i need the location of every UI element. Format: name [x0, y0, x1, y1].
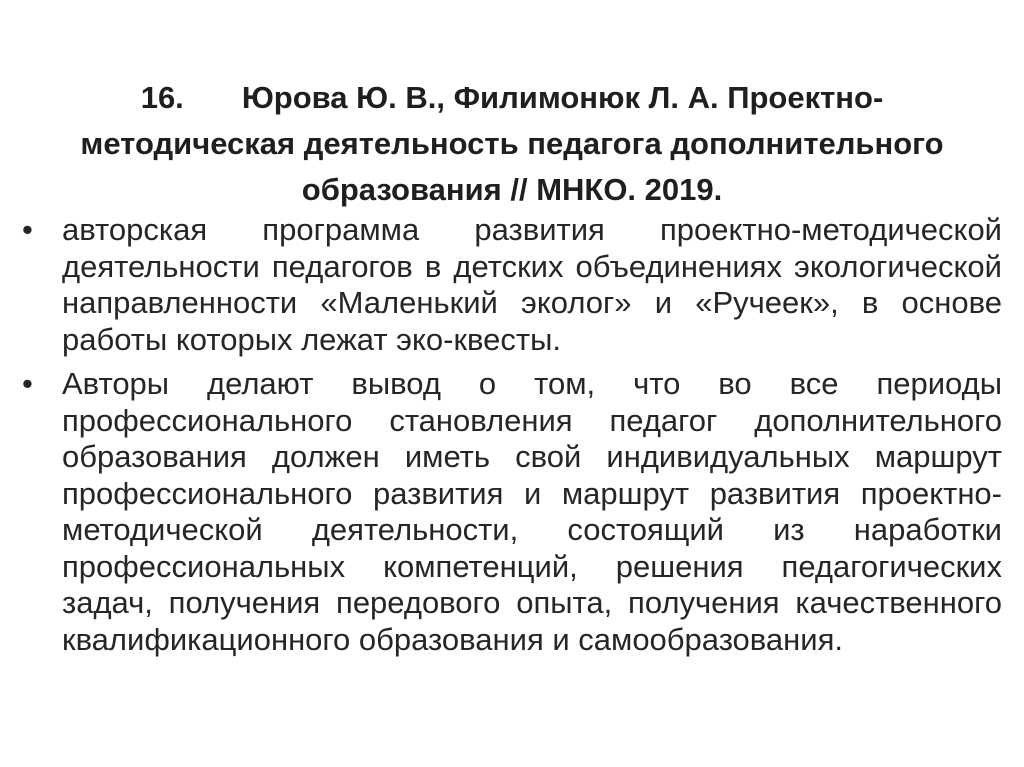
- bullet-marker: •: [22, 212, 33, 247]
- bullet-list: [22, 212, 1002, 666]
- slide-title: [70, 75, 954, 213]
- bullet-text: авторская программа развития проектно-методической деятельности педагогов в детских объединениях экологической направленности «Маленький эколог» и «Ручеек», в основе работы которых лежат эко-квесты.: [62, 212, 1002, 357]
- bullet-marker: •: [22, 366, 33, 401]
- bullet-item: [22, 212, 1002, 358]
- bullet-item: [22, 366, 1002, 658]
- title-text: Юрова Ю. В., Филимонюк Л. А. Проектно-методическая деятельность педагога дополнительного образования // МНКО. 2019.: [80, 80, 944, 207]
- title-number: 16.: [140, 80, 184, 115]
- bullet-text: Авторы делают вывод о том, что во все периоды профессионального становления педагог дополнительного образования должен иметь свой индивидуальных маршрут профессионального развития и маршрут развития проектно-методической деятельности, состоящий из наработки профессиональных компетенций, решения педагогических задач, получения передового опыта, получения качественного квалификационного образования и самообразования.: [62, 366, 1002, 657]
